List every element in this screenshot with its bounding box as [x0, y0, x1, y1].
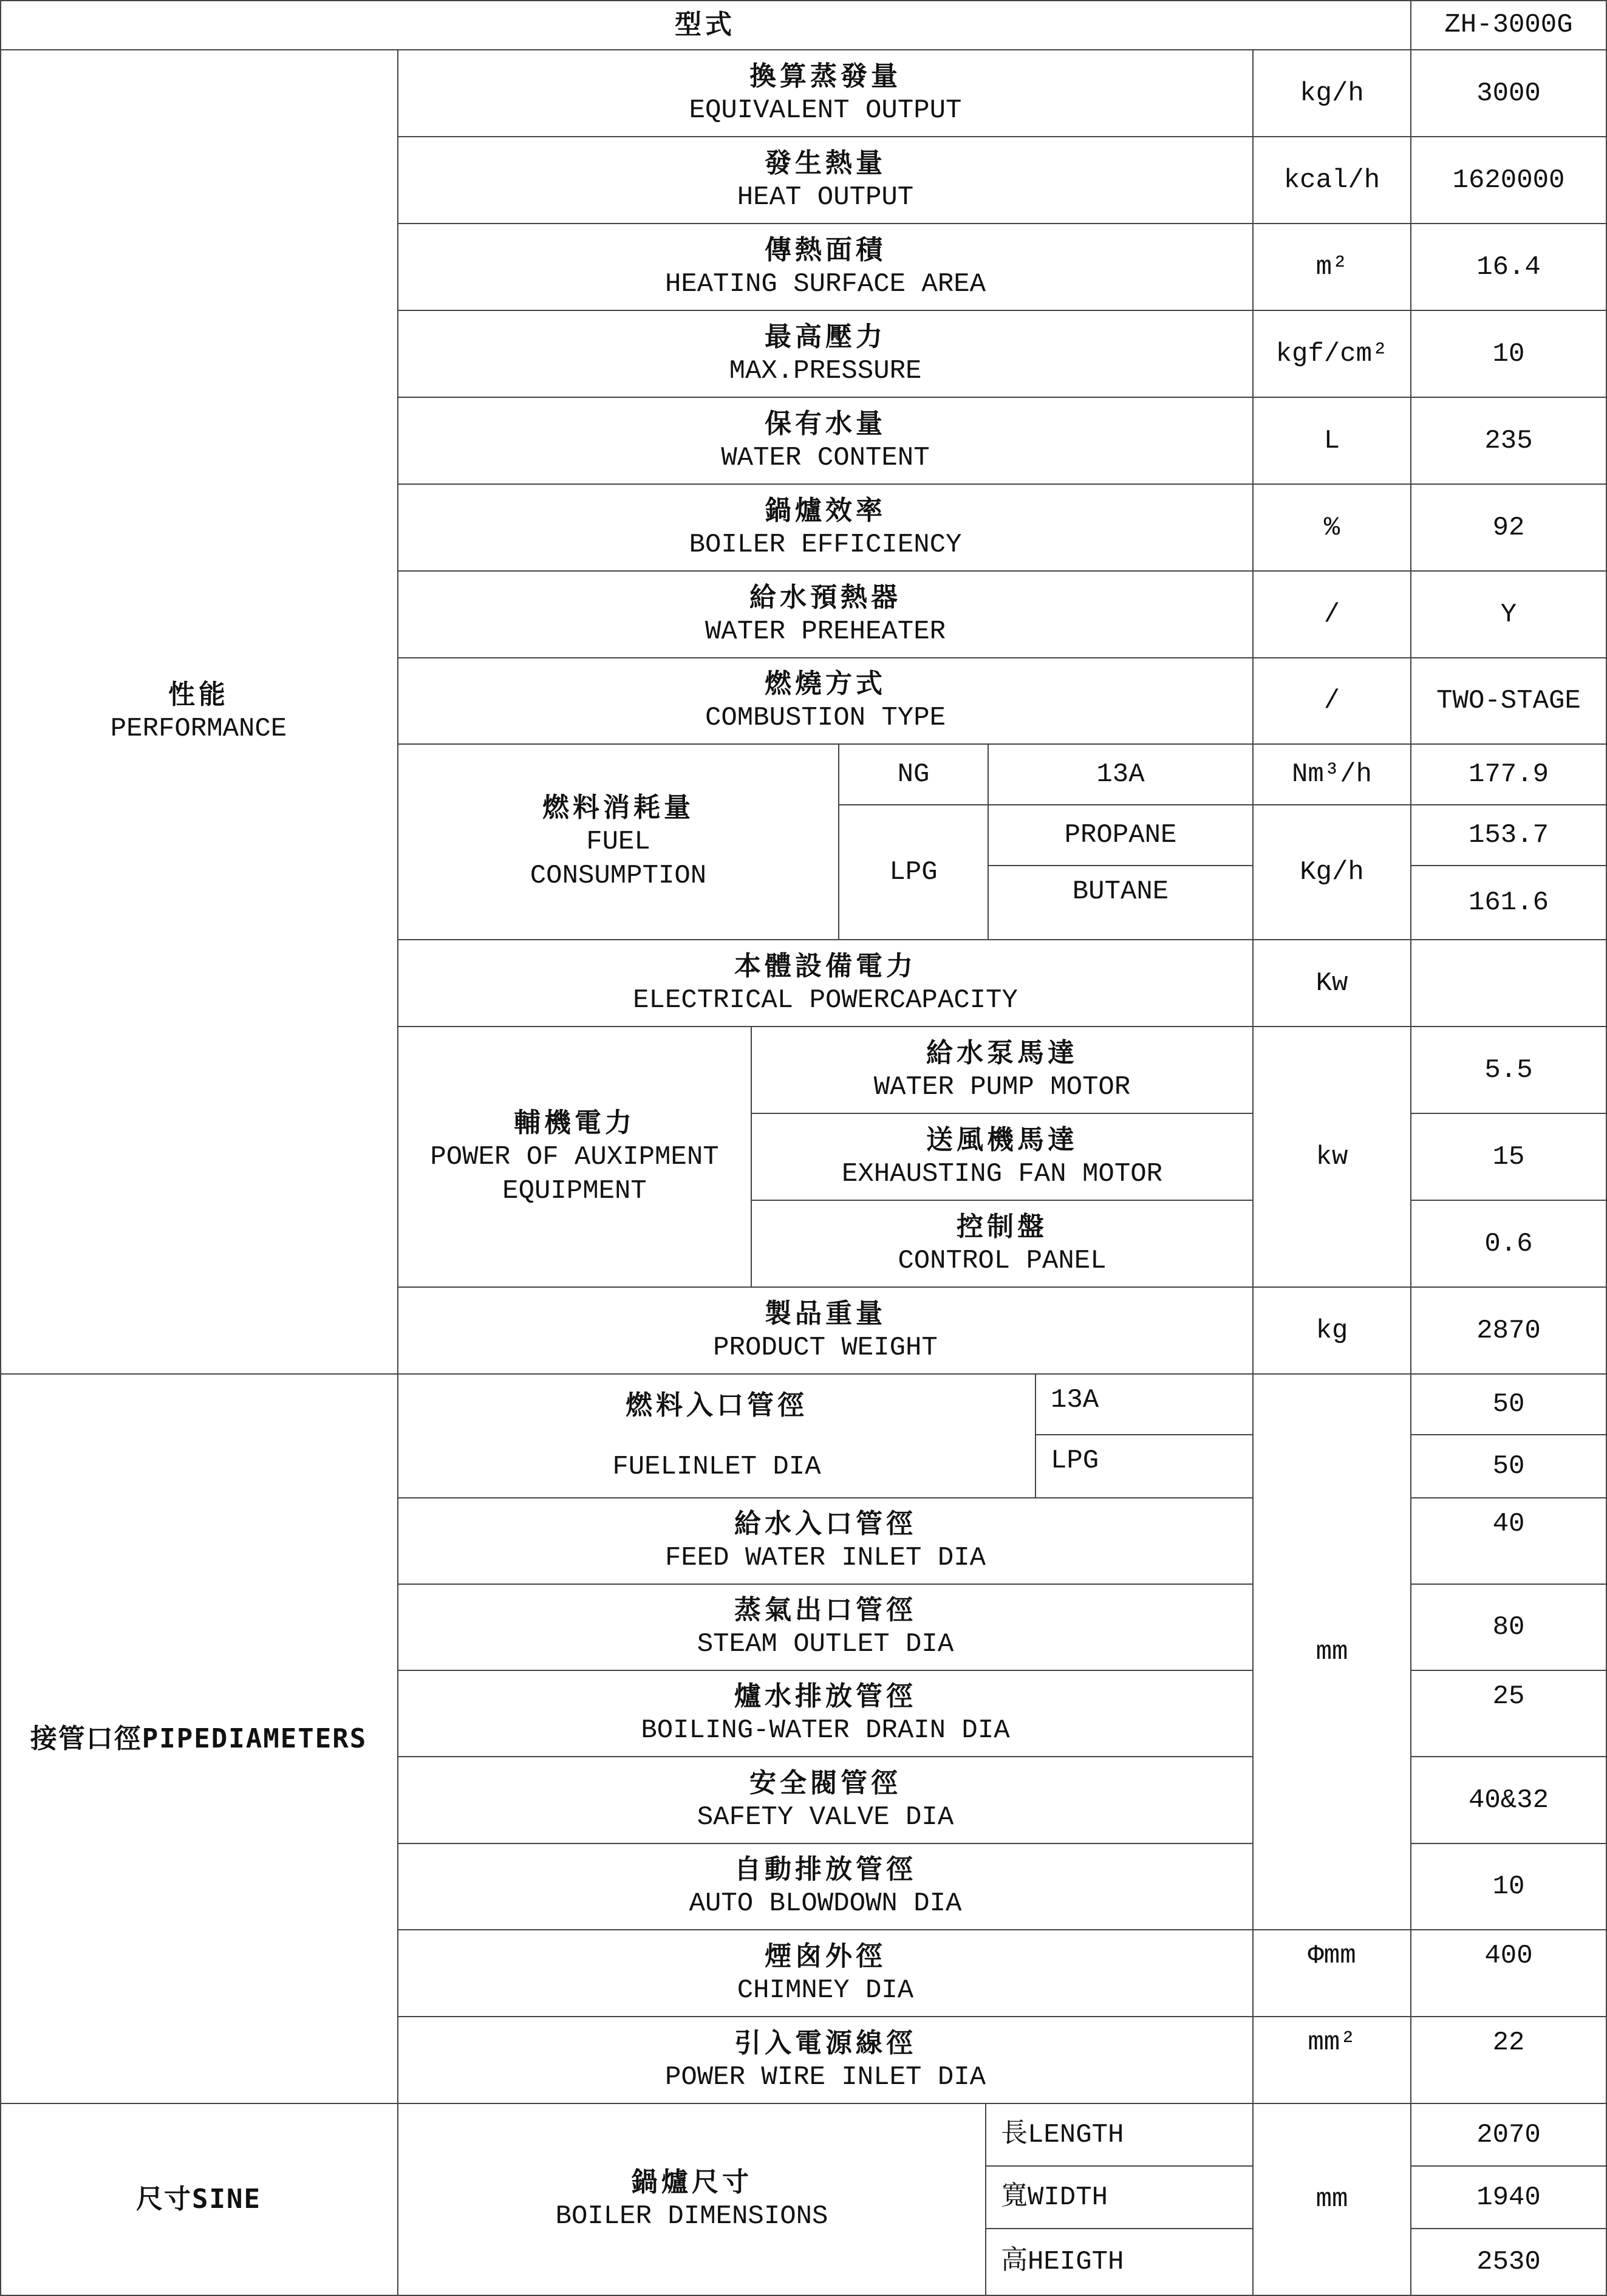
perf-row-0-unit: [1254, 50, 1411, 137]
aux-item-0-value: [1411, 1027, 1607, 1114]
dim-length-value: [1411, 2104, 1607, 2167]
performance-section-label: [0, 50, 398, 1375]
power-wire-en: POWER WIRE INLET DIA: [664, 2062, 986, 2093]
perf-row-en: WATER CONTENT: [721, 442, 930, 473]
perf-row-en: BOILER EFFICIENCY: [689, 529, 962, 560]
auxiliary-power-label: [398, 1027, 752, 1288]
electrical-value: [1411, 940, 1607, 1027]
dim-length-label: [986, 2104, 1254, 2167]
fuel-inlet-13a-label: [1036, 1375, 1254, 1435]
weight-value: [1411, 1288, 1607, 1375]
fuel-inlet-lpg-value: [1411, 1435, 1607, 1498]
unit-text: %: [1323, 512, 1340, 543]
dim-label: 長LENGTH: [1001, 2119, 1124, 2150]
perf-row-zh: 發生熱量: [765, 147, 886, 179]
size-unit: [1254, 2104, 1411, 2296]
fuel-ng-value: [1411, 745, 1607, 805]
perf-row-zh: 給水預熱器: [749, 581, 901, 613]
pipe-row-0-value: [1411, 1498, 1607, 1585]
dimensions-en: BOILER DIMENSIONS: [555, 2201, 828, 2232]
perf-row-zh: 燃燒方式: [765, 668, 886, 699]
size-label: 尺寸SINE: [136, 2184, 261, 2215]
aux-item-zh: 給水泵馬達: [926, 1037, 1078, 1068]
perf-row-2-value: [1411, 224, 1607, 311]
value-text: 80: [1492, 1612, 1525, 1642]
pipe-row-0-name: [398, 1498, 1254, 1585]
value-text: 400: [1484, 1941, 1533, 1971]
fuel-lpg-butane-value: [1411, 866, 1607, 940]
product-weight-label: [398, 1288, 1254, 1375]
perf-row-2-unit: [1254, 224, 1411, 311]
perf-row-0-value: [1411, 50, 1607, 137]
value-text: 22: [1492, 2028, 1525, 2058]
aux-en-2: EQUIPMENT: [502, 1175, 647, 1206]
butane-text: BUTANE: [1072, 876, 1169, 907]
value-text: 235: [1484, 425, 1533, 456]
perf-row-4-value: [1411, 398, 1607, 485]
lpg-text: LPG: [889, 857, 938, 887]
unit-text: mm²: [1308, 2028, 1356, 2058]
pipe-row-en: AUTO BLOWDOWN DIA: [689, 1888, 962, 1919]
value-text: 5.5: [1484, 1054, 1533, 1085]
perf-row-zh: 換算蒸發量: [749, 60, 901, 92]
perf-row-6-value: [1411, 572, 1607, 658]
value-text: 50: [1492, 1389, 1525, 1420]
aux-zh: 輔機電力: [514, 1107, 635, 1138]
value-text: Y: [1500, 599, 1517, 630]
value-text: 25: [1492, 1681, 1525, 1712]
unit-text: Φmm: [1308, 1941, 1356, 1971]
value-text: 177.9: [1468, 759, 1549, 790]
pipe-row-en: SAFETY VALVE DIA: [697, 1802, 954, 1833]
dim-width-label: [986, 2167, 1254, 2229]
pipe-row-en: STEAM OUTLET DIA: [697, 1629, 954, 1659]
perf-row-en: HEAT OUTPUT: [737, 182, 914, 213]
fuel-ng-sub: [989, 745, 1254, 805]
aux-item-2-name: [752, 1201, 1254, 1288]
chimney-zh: 煙囪外徑: [765, 1940, 886, 1972]
unit-text: Nm³/h: [1291, 759, 1373, 790]
perf-row-4-name: [398, 398, 1254, 485]
model-value-cell: [1411, 0, 1607, 50]
value-text: 1620000: [1452, 165, 1565, 196]
perf-row-7-name: [398, 658, 1254, 745]
dim-height-label: [986, 2229, 1254, 2296]
pipes-label: 接管口徑PIPEDIAMETERS: [30, 1723, 367, 1754]
aux-item-en: WATER PUMP MOTOR: [873, 1071, 1131, 1102]
perf-row-5-value: [1411, 485, 1607, 572]
pipe-row-2-value: [1411, 1671, 1607, 1757]
pipes-unit: [1254, 1375, 1411, 1930]
performance-label-zh: 性能: [168, 679, 229, 710]
fuel-inlet-label: [398, 1375, 1036, 1498]
perf-row-1-unit: [1254, 137, 1411, 224]
dim-height-value: [1411, 2229, 1607, 2296]
value-text: 10: [1492, 338, 1525, 369]
perf-row-5-unit: [1254, 485, 1411, 572]
aux-item-2-value: [1411, 1201, 1607, 1288]
ng-sub-text: 13A: [1096, 759, 1145, 790]
chimney-label: [398, 1930, 1254, 2017]
power-wire-label: [398, 2017, 1254, 2104]
value-text: 153.7: [1468, 820, 1549, 850]
electrical-unit: [1254, 940, 1411, 1027]
fuel-zh: 燃料消耗量: [542, 792, 694, 823]
value-text: TWO-STAGE: [1436, 686, 1581, 716]
perf-row-1-name: [398, 137, 1254, 224]
unit-text: kgf/cm²: [1275, 338, 1388, 369]
pipe-row-2-name: [398, 1671, 1254, 1757]
value-text: 40: [1492, 1509, 1525, 1539]
pipe-row-zh: 蒸氣出口管徑: [734, 1594, 916, 1625]
value-text: 40&32: [1468, 1785, 1549, 1816]
fuel-ng-unit: [1254, 745, 1411, 805]
value-text: 16.4: [1476, 251, 1541, 282]
unit-text: kg/h: [1300, 78, 1364, 109]
size-section-label: [0, 2104, 398, 2296]
pipe-row-zh: 爐水排放管徑: [734, 1681, 916, 1712]
pipe-row-zh: 安全閥管徑: [749, 1767, 901, 1799]
aux-item-zh: 控制盤: [957, 1211, 1048, 1242]
perf-row-zh: 鍋爐效率: [765, 494, 886, 526]
pipe-row-1-value: [1411, 1585, 1607, 1671]
perf-row-5-name: [398, 485, 1254, 572]
pipe-row-4-name: [398, 1844, 1254, 1930]
unit-text: Kw: [1315, 968, 1348, 999]
fuel-lpg-propane-value: [1411, 805, 1607, 866]
pipe-row-1-name: [398, 1585, 1254, 1671]
aux-item-en: CONTROL PANEL: [898, 1245, 1107, 1276]
aux-unit: [1254, 1027, 1411, 1288]
fuel-en-2: CONSUMPTION: [530, 861, 707, 891]
fuel-inlet-a-text: 13A: [1051, 1385, 1099, 1415]
perf-row-en: HEATING SURFACE AREA: [664, 268, 986, 299]
aux-item-1-value: [1411, 1114, 1607, 1201]
power-wire-zh: 引入電源線徑: [734, 2027, 916, 2059]
unit-text: kg: [1315, 1315, 1348, 1346]
fuel-inlet-13a-value: [1411, 1375, 1607, 1435]
electrical-zh: 本體設備電力: [734, 950, 916, 982]
fuel-inlet-b-text: LPG: [1051, 1446, 1099, 1476]
fuel-en-1: FUEL: [586, 827, 650, 857]
unit-text: L: [1323, 425, 1340, 456]
electrical-en: ELECTRICAL POWERCAPACITY: [633, 985, 1018, 1016]
perf-row-en: MAX.PRESSURE: [729, 355, 922, 386]
value-text: 1940: [1476, 2182, 1541, 2213]
unit-text: /: [1323, 599, 1340, 630]
perf-row-en: COMBUSTION TYPE: [705, 703, 946, 733]
value-text: 15: [1492, 1141, 1525, 1172]
value-text: 2530: [1476, 2247, 1541, 2277]
value-text: 2070: [1476, 2119, 1541, 2150]
pipe-row-zh: 給水入口管徑: [734, 1508, 916, 1539]
perf-row-7-unit: [1254, 658, 1411, 745]
unit-text: Kg/h: [1300, 857, 1364, 887]
value-text: 3000: [1476, 78, 1541, 109]
boiler-dimensions-label: [398, 2104, 986, 2296]
perf-row-3-value: [1411, 311, 1607, 398]
pipe-row-3-value: [1411, 1757, 1607, 1844]
weight-unit: [1254, 1288, 1411, 1375]
weight-zh: 製品重量: [765, 1297, 886, 1329]
perf-row-1-value: [1411, 137, 1607, 224]
perf-row-6-unit: [1254, 572, 1411, 658]
perf-row-4-unit: [1254, 398, 1411, 485]
pipe-row-4-value: [1411, 1844, 1607, 1930]
electrical-capacity-label: [398, 940, 1254, 1027]
perf-row-en: EQUIVALENT OUTPUT: [689, 95, 962, 126]
perf-row-7-value: [1411, 658, 1607, 745]
fuel-inlet-en: FUELINLET DIA: [612, 1451, 821, 1482]
chimney-unit: [1254, 1930, 1411, 2017]
unit-text: mm: [1315, 1636, 1348, 1667]
aux-item-0-name: [752, 1027, 1254, 1114]
model-label: 型式: [675, 9, 735, 40]
unit-text: m²: [1315, 251, 1348, 282]
pipe-row-zh: 自動排放管徑: [734, 1854, 916, 1885]
aux-item-zh: 送風機馬達: [926, 1124, 1078, 1155]
ng-text: NG: [897, 759, 930, 790]
fuel-inlet-zh: 燃料入口管徑: [626, 1389, 808, 1421]
model-value: ZH-3000G: [1444, 9, 1573, 40]
value-text: 10: [1492, 1871, 1525, 1902]
perf-row-zh: 最高壓力: [765, 321, 886, 352]
chimney-value: [1411, 1930, 1607, 2017]
performance-label-en: PERFORMANCE: [110, 714, 287, 744]
pipe-row-en: FEED WATER INLET DIA: [664, 1543, 986, 1573]
unit-text: kw: [1315, 1141, 1348, 1172]
unit-text: mm: [1315, 2184, 1348, 2215]
fuel-lpg-propane: [989, 805, 1254, 866]
aux-item-en: EXHAUSTING FAN MOTOR: [841, 1158, 1163, 1189]
dim-label: 寬WIDTH: [1001, 2182, 1108, 2213]
fuel-ng-label: [839, 745, 989, 805]
dimensions-zh: 鍋爐尺寸: [631, 2167, 752, 2198]
fuel-lpg-unit: [1254, 805, 1411, 940]
unit-text: /: [1323, 686, 1340, 716]
pipe-row-en: BOILING-WATER DRAIN DIA: [641, 1715, 1010, 1746]
fuel-lpg-butane: [989, 866, 1254, 940]
fuel-inlet-lpg-label: [1036, 1435, 1254, 1498]
perf-row-3-unit: [1254, 311, 1411, 398]
value-text: 92: [1492, 512, 1525, 543]
dim-width-value: [1411, 2167, 1607, 2229]
power-wire-unit: [1254, 2017, 1411, 2104]
aux-en-1: POWER OF AUXIPMENT: [430, 1141, 719, 1172]
propane-text: PROPANE: [1064, 820, 1177, 850]
perf-row-zh: 傳熱面積: [765, 234, 886, 265]
value-text: 50: [1492, 1451, 1525, 1481]
value-text: 2870: [1476, 1315, 1541, 1346]
perf-row-6-name: [398, 572, 1254, 658]
pipes-section-label: [0, 1375, 398, 2104]
power-wire-value: [1411, 2017, 1607, 2104]
perf-row-3-name: [398, 311, 1254, 398]
chimney-en: CHIMNEY DIA: [737, 1975, 914, 2006]
perf-row-0-name: [398, 50, 1254, 137]
dim-label: 高HEIGTH: [1001, 2247, 1124, 2277]
value-text: 161.6: [1468, 887, 1549, 918]
perf-row-2-name: [398, 224, 1254, 311]
perf-row-en: WATER PREHEATER: [705, 616, 946, 647]
weight-en: PRODUCT WEIGHT: [713, 1332, 938, 1363]
perf-row-zh: 保有水量: [765, 408, 886, 439]
fuel-lpg-label: [839, 805, 989, 940]
fuel-consumption-label: [398, 745, 839, 940]
unit-text: kcal/h: [1283, 165, 1380, 196]
aux-item-1-name: [752, 1114, 1254, 1201]
value-text: 0.6: [1484, 1228, 1533, 1259]
pipe-row-3-name: [398, 1757, 1254, 1844]
model-label-cell: [0, 0, 1411, 50]
